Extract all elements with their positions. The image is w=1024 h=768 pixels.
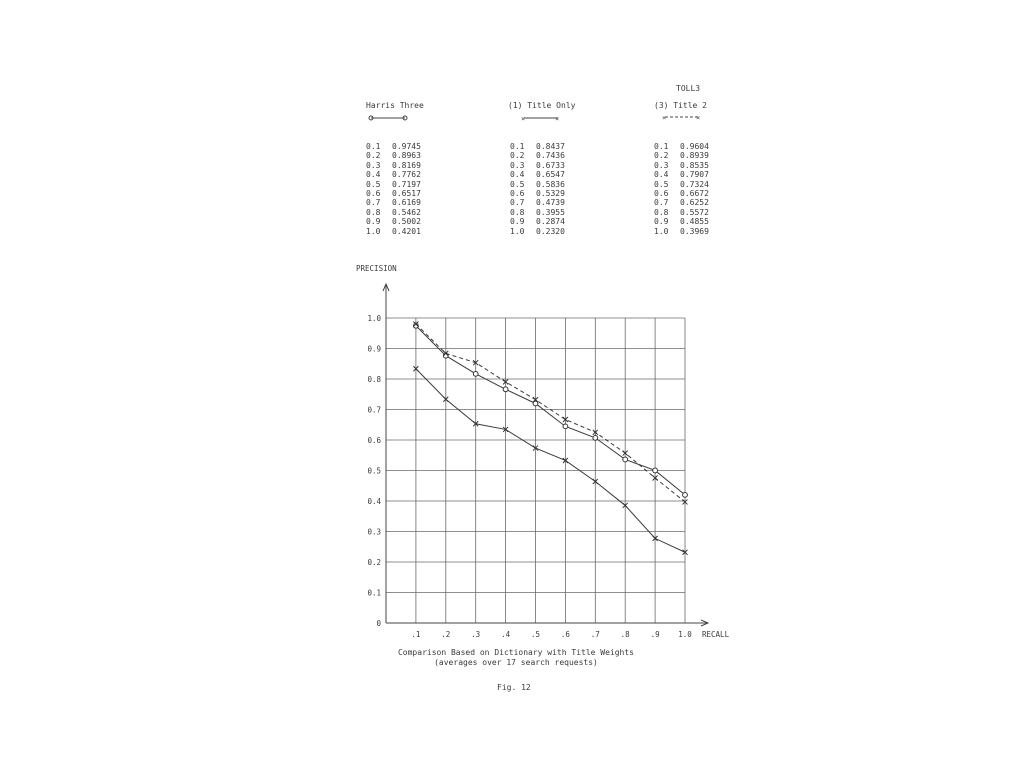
y-tick-label: 0.4 bbox=[367, 497, 381, 506]
data-point bbox=[593, 435, 598, 440]
table-recall-cell: 0.1 bbox=[366, 142, 381, 151]
x-tick-label: .1 bbox=[411, 630, 421, 639]
table-recall-cell: 0.6 bbox=[510, 189, 525, 199]
table-recall-cell: 0.7 bbox=[366, 198, 381, 208]
table-recall-cell: 0.2 bbox=[366, 151, 381, 161]
table-recall-cell: 0.7 bbox=[510, 198, 525, 208]
table-precision-cell: 0.9745 bbox=[392, 142, 421, 151]
table-precision-cell: 0.6733 bbox=[536, 160, 565, 170]
x-tick-label: .8 bbox=[620, 630, 630, 639]
table-precision-cell: 0.7324 bbox=[680, 179, 709, 189]
x-tick-label: 1.0 bbox=[678, 630, 692, 639]
legend-title-only-name: Title Only bbox=[527, 101, 576, 110]
table-precision-cell: 0.7762 bbox=[392, 170, 421, 180]
x-tick-label: .2 bbox=[441, 630, 451, 639]
table-precision-cell: 0.2874 bbox=[536, 217, 565, 227]
table-precision-cell: 0.8963 bbox=[392, 151, 421, 161]
svg-text:×: × bbox=[521, 115, 526, 122]
table-recall-cell: 0.5 bbox=[510, 179, 525, 189]
table-recall-cell: 0.4 bbox=[654, 170, 669, 180]
data-point bbox=[503, 387, 508, 392]
table-recall-cell: 0.1 bbox=[510, 142, 525, 151]
chart-grid bbox=[386, 318, 685, 623]
series-2 bbox=[413, 321, 687, 504]
table-precision-cell: 0.9604 bbox=[680, 142, 709, 151]
table-recall-cell: 0.7 bbox=[654, 198, 669, 208]
legend-harris-label: Harris Three bbox=[366, 101, 424, 110]
data-point bbox=[683, 492, 688, 497]
y-tick-label: 0.3 bbox=[367, 527, 381, 537]
data-point bbox=[623, 457, 628, 462]
table-recall-cell: 0.8 bbox=[510, 207, 525, 217]
table-precision-cell: 0.6672 bbox=[680, 189, 709, 199]
x-tick-label: .5 bbox=[530, 630, 541, 639]
table-recall-cell: 0.6 bbox=[366, 189, 381, 199]
y-tick-label: 0.9 bbox=[367, 344, 381, 354]
y-tick-label: 0.8 bbox=[367, 375, 381, 384]
y-tick-label: 1.0 bbox=[367, 314, 381, 323]
table-recall-cell: 0.2 bbox=[654, 151, 669, 161]
table-recall-cell: 0.2 bbox=[510, 151, 525, 161]
y-tick-label: 0.7 bbox=[367, 405, 381, 415]
table-precision-cell: 0.5462 bbox=[392, 207, 421, 217]
table-precision-cell: 0.8939 bbox=[680, 151, 709, 161]
figure-label: Fig. 12 bbox=[497, 683, 531, 692]
x-axis-label: RECALL bbox=[702, 630, 730, 639]
x-tick-label: .3 bbox=[471, 630, 481, 639]
table-recall-cell: 0.8 bbox=[366, 207, 381, 217]
x-tick-label: .9 bbox=[650, 630, 660, 639]
caption-line-2: (averages over 17 search requests) bbox=[434, 658, 598, 667]
table-precision-cell: 0.4201 bbox=[392, 226, 421, 236]
table-precision-cell: 0.8169 bbox=[392, 160, 421, 170]
table-precision-cell: 0.5572 bbox=[680, 207, 709, 217]
table-recall-cell: 0.3 bbox=[366, 160, 381, 170]
y-tick-label: 0.6 bbox=[367, 436, 381, 445]
data-point bbox=[563, 424, 568, 429]
table-recall-cell: 0.9 bbox=[366, 217, 381, 227]
table-precision-cell: 0.5002 bbox=[392, 217, 421, 227]
series-line bbox=[416, 324, 685, 502]
table-recall-cell: 0.5 bbox=[654, 179, 669, 189]
table-recall-cell: 0.9 bbox=[510, 217, 525, 227]
table-recall-cell: 0.5 bbox=[366, 179, 381, 189]
y-tick-label: 0.5 bbox=[367, 466, 381, 476]
series-1 bbox=[413, 366, 687, 555]
table-precision-cell: 0.3955 bbox=[536, 207, 565, 217]
series-line bbox=[416, 369, 685, 553]
table-precision-cell: 0.6252 bbox=[680, 198, 709, 208]
table-recall-cell: 0.9 bbox=[654, 217, 669, 227]
legend-title2-name: Title 2 bbox=[673, 101, 707, 110]
y-axis-label: PRECISION bbox=[356, 264, 397, 273]
x-tick-label: .6 bbox=[560, 630, 570, 639]
svg-text:×: × bbox=[696, 114, 701, 121]
table-recall-cell: 0.1 bbox=[654, 142, 669, 151]
caption-line-1: Comparison Based on Dictionary with Title Weights bbox=[397, 648, 634, 657]
data-point bbox=[473, 371, 478, 376]
table-recall-cell: 0.3 bbox=[654, 160, 669, 170]
y-tick-label: 0.2 bbox=[367, 558, 381, 567]
x-tick-label: .4 bbox=[501, 630, 511, 639]
page-header: TOLL3 bbox=[676, 84, 701, 93]
table-precision-cell: 0.5836 bbox=[536, 179, 565, 189]
data-point bbox=[653, 468, 658, 473]
table-recall-cell: 0.4 bbox=[366, 170, 381, 180]
chart-series bbox=[413, 321, 687, 554]
table-precision-cell: 0.6169 bbox=[392, 198, 421, 208]
legend-title-only-prefix: (1) bbox=[508, 101, 523, 110]
y-tick-label: 0.1 bbox=[367, 588, 381, 598]
table-precision-cell: 0.7436 bbox=[536, 151, 565, 161]
table-recall-cell: 0.6 bbox=[654, 189, 669, 199]
table-precision-cell: 0.3969 bbox=[680, 226, 709, 236]
table-precision-cell: 0.5329 bbox=[536, 189, 565, 199]
y-tick-label: 0 bbox=[376, 619, 381, 628]
table-recall-cell: 0.3 bbox=[510, 160, 525, 170]
table-recall-cell: 1.0 bbox=[366, 226, 381, 236]
chart-axes bbox=[383, 284, 708, 626]
table-precision-cell: 0.4855 bbox=[680, 217, 709, 227]
table-recall-cell: 0.8 bbox=[654, 207, 669, 217]
svg-text:×: × bbox=[555, 115, 560, 122]
legend-title2-prefix: (3) bbox=[654, 101, 669, 110]
table-recall-cell: 0.4 bbox=[510, 170, 525, 180]
table-recall-cell: 1.0 bbox=[510, 226, 525, 236]
svg-text:×: × bbox=[662, 114, 667, 121]
table-precision-cell: 0.4739 bbox=[536, 198, 565, 208]
table-precision-cell: 0.8437 bbox=[536, 142, 565, 151]
x-tick-label: .7 bbox=[590, 630, 600, 639]
table-precision-cell: 0.6517 bbox=[392, 189, 421, 199]
table-precision-cell: 0.6547 bbox=[536, 170, 565, 180]
table-recall-cell: 1.0 bbox=[654, 226, 669, 236]
table-precision-cell: 0.7907 bbox=[680, 170, 709, 180]
table-precision-cell: 0.7197 bbox=[392, 179, 421, 189]
table-precision-cell: 0.8535 bbox=[680, 160, 709, 170]
table-precision-cell: 0.2320 bbox=[536, 226, 565, 236]
